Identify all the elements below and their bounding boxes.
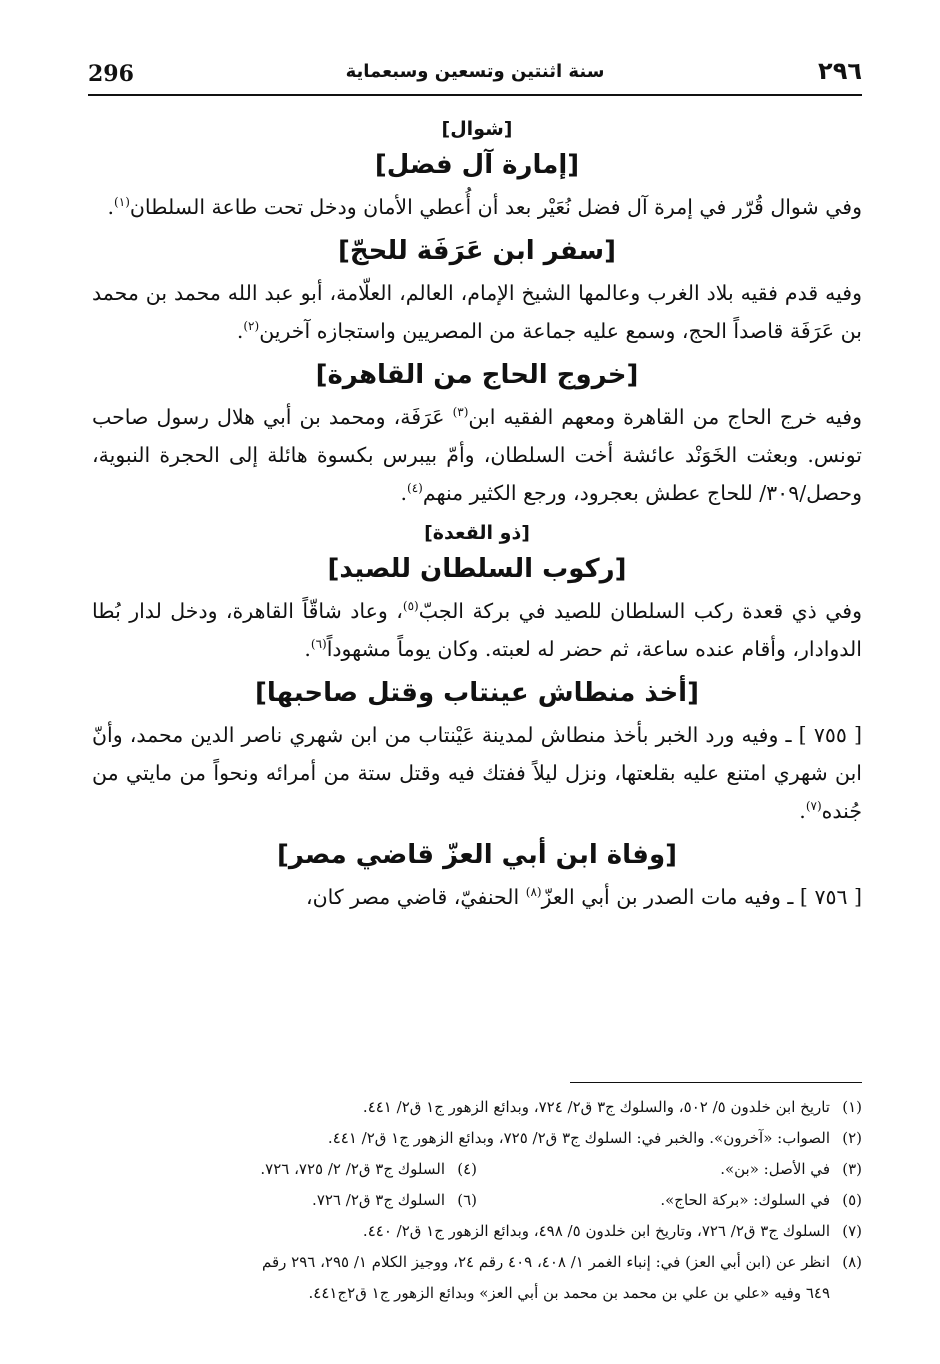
paragraph (92, 188, 862, 226)
footnote-number: (٦) (457, 1191, 477, 1209)
footnote-number: (٣) (842, 1160, 862, 1178)
header-rule (88, 94, 862, 96)
footnote-ref: (٣) (452, 405, 469, 420)
paragraph-text: وفيه خرج الحاج من القاهرة ومعهم الفقيه ابن (468, 405, 862, 429)
footnote-ref: (٧) (805, 799, 822, 814)
footnote-text: السلوك ج٣ ق٢/ ٧٢٦، وتاريخ ابن خلدون ٥/ ٤٩٨، وبدائع الزهور ج١ ق٢/ ٤٤٠. (362, 1222, 830, 1240)
paragraph (92, 592, 862, 668)
footnote (92, 1216, 862, 1247)
footnote-pair (92, 1185, 862, 1216)
section-title: [أخذ منطاش عينتاب وقتل صاحبها] (255, 678, 699, 708)
footnote-text: السلوك ج٣ ق٢/ ٢/ ٧٢٥، ٧٢٦. (260, 1160, 445, 1178)
footnote (477, 1154, 862, 1185)
footnote-text: انظر عن (ابن أبي العز) في: إنباء الغمر ١/ ٤٠٨، ٤٠٩ رقم ٢٤، ووجيز الكلام ١/ ٢٩٥، ٢٩٦ رقم (261, 1253, 830, 1271)
paragraph-text: وفيه قدم فقيه بلاد الغرب وعالمها الشيخ الإمام، العالم، العلّامة، أبو عبد الله محمد بن محمد بن عَرَفَة قاصداً الحج، وسمع عليه جماعة من المصريين واستجازه آخرين (92, 281, 862, 343)
period: . (304, 637, 311, 661)
paragraph-text: [ ٧٥٥ ] ـ وفيه ورد الخبر بأخذ منطاش لمدينة عَيْنتاب من ابن شهري ناصر الدين محمد، وأنّ ابن شهري امتنع عليه بقلعتها، ونزل ليلاً ففتك فيه وقتل ستة من أمرائه ونحواً من مايتي من جُنده (92, 723, 862, 823)
footnote (92, 1185, 477, 1216)
section-title: [إمارة آل فضل] (374, 150, 580, 180)
month-heading-shawwal: [شوال] (441, 118, 513, 140)
footnote-ref: (٢) (243, 319, 260, 334)
paragraph-text: الحنفيّ، قاضي مصر كان، (305, 885, 526, 909)
paragraph (92, 878, 862, 916)
paragraph-text: عَرَفَة، ومحمد بن أبي هلال رسول صاحب تونس. وبعثت الخَوَنْد عائشة أخت السلطان، وأمّ بيبرس بكسوة هائلة إلى الحجرة النبوية، وحصل/٣٠٩/ للحاج عطش بعجرود، ورجع الكثير منهم (92, 405, 862, 505)
paragraph (92, 274, 862, 350)
section-title: [خروج الحاج من القاهرة] (315, 360, 639, 390)
paragraph-text: وفي شوال قُرّر في إمرة آل فضل نُعَيْر بعد أن أُعطي الأمان ودخل تحت طاعة السلطان (129, 195, 862, 219)
paragraph (92, 716, 862, 830)
section-title: [وفاة ابن أبي العزّ قاضي مصر] (276, 840, 677, 870)
footnote-continuation: ٦٤٩ وفيه «علي بن علي بن محمد بن محمد بن أبي العز» وبدائع الزهور ج١ ق٢ج٤٤١. (308, 1284, 830, 1302)
footnote-number: (١) (842, 1098, 862, 1116)
period: . (107, 195, 115, 219)
footnote-text: في الأصل: «بن». (720, 1160, 830, 1178)
running-title: سنة اثنتين وتسعين وسبعماية (345, 61, 605, 82)
section-title: [ركوب السلطان للصيد] (327, 554, 627, 584)
footnote-ref: (١) (114, 195, 130, 210)
footnotes (92, 1092, 862, 1309)
footnote-ref: (٦) (310, 637, 327, 652)
footnote-ref: (٨) (525, 885, 542, 900)
footnote-number: (٨) (842, 1253, 862, 1271)
paragraph-text: [ ٧٥٦ ] ـ وفيه مات الصدر بن أبي العزّ (541, 885, 862, 909)
paragraph-text: ، وعاد شاقّاً القاهرة، ودخل لدار بُطا الدوادار، وأقام عنده ساعة، ثم حضر له لعبته. وكان يوماً مشهوداً (92, 599, 862, 661)
footnote-ref: (٥) (402, 599, 419, 614)
footnote-text: الصواب: «آخرون». والخبر في: السلوك ج٣ ق٢/ ٧٢٥، وبدائع الزهور ج١ ق٢/ ٤٤١. (327, 1129, 830, 1147)
footnote-number: (٢) (842, 1129, 862, 1147)
footnote (92, 1247, 862, 1278)
period: . (799, 799, 806, 823)
paragraph-text: وفي ذي قعدة ركب السلطان للصيد في بركة الجبّ (418, 599, 863, 623)
period: . (400, 481, 408, 505)
page-number-arabic: ٢٩٦ (818, 57, 862, 85)
footnote (477, 1185, 862, 1216)
main-text (92, 108, 862, 924)
footnote-text: تاريخ ابن خلدون ٥/ ٥٠٢، والسلوك ج٣ ق٢/ ٧٢٤، وبدائع الزهور ج١ ق٢/ ٤٤١. (362, 1098, 830, 1116)
footnote (92, 1123, 862, 1154)
footnote-number: (٤) (457, 1160, 477, 1178)
footnote-rule (570, 1082, 862, 1083)
footnote-pair (92, 1154, 862, 1185)
footnote-ref: (٤) (407, 481, 423, 496)
period: . (236, 319, 244, 343)
footnote (92, 1154, 477, 1185)
page-header (88, 55, 862, 95)
page-number-latin: 296 (88, 61, 134, 87)
footnote (92, 1092, 862, 1123)
section-title: [سفر ابن عَرَفَة للحجّ] (337, 236, 617, 266)
paragraph (92, 398, 862, 512)
footnote-number: (٧) (842, 1222, 862, 1240)
footnote-text: في السلوك: «بركة الحاج». (660, 1191, 830, 1209)
month-heading-dhu-al-qadah: [ذو القعدة] (424, 522, 530, 544)
footnote-number: (٥) (842, 1191, 862, 1209)
footnote-text: السلوك ج٣ ق٢/ ٧٢٦. (312, 1191, 445, 1209)
